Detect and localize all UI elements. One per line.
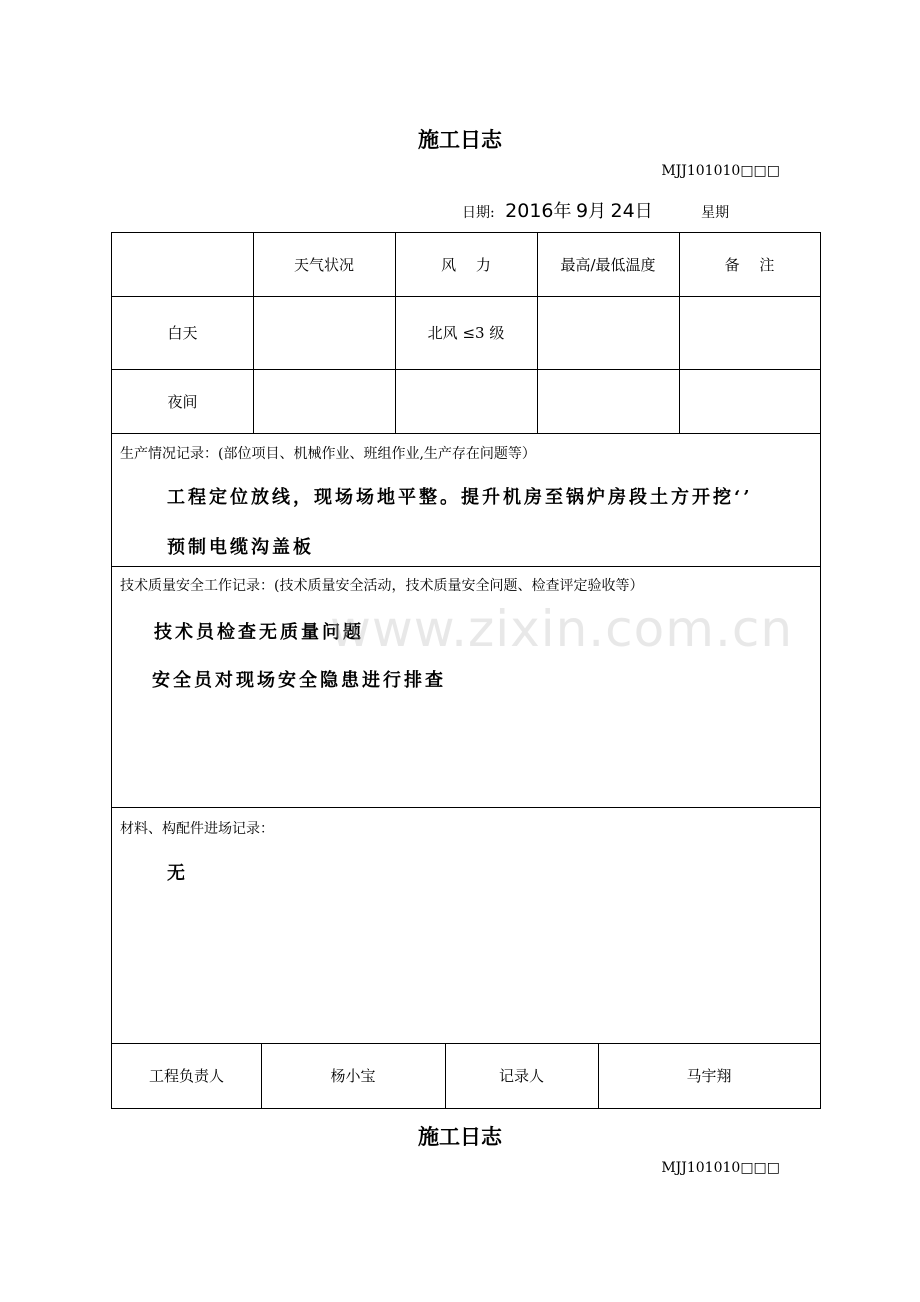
night-weather[interactable] <box>253 369 395 433</box>
weather-header-temperature: 最高/最低温度 <box>560 256 656 274</box>
row-divider <box>112 433 820 434</box>
log-form <box>111 232 821 1109</box>
weather-header-wind: 风 力 <box>441 256 491 274</box>
production-heading: 生产情况记录：(部位项目、机械作业、班组作业,生产存在问题等） <box>120 446 536 462</box>
night-temperature[interactable] <box>537 369 679 433</box>
year-unit: 年 <box>553 201 572 222</box>
manager-label: 工程负责人 <box>148 1067 224 1085</box>
weather-header-note: 备 注 <box>724 256 775 274</box>
materials-heading: 材料、构配件进场记录： <box>120 821 274 837</box>
quality-safety-entry[interactable]: 技术员检查无质量问题 <box>154 622 364 643</box>
row-divider <box>112 807 820 808</box>
recorder-name[interactable]: 马宇翔 <box>686 1067 732 1085</box>
materials-entry[interactable]: 无 <box>167 863 188 884</box>
watermark: www.zixin.com.cn <box>330 600 794 658</box>
month-unit: 月 <box>588 201 607 222</box>
document-code: MJJ101010□□□ <box>661 163 780 179</box>
next-document-code: MJJ101010□□□ <box>661 1160 780 1176</box>
production-entry[interactable]: 预制电缆沟盖板 <box>167 537 314 558</box>
recorder-label: 记录人 <box>498 1067 544 1085</box>
daytime-wind[interactable]: 北风 ≤3 级 <box>427 324 505 342</box>
day-unit: 日 <box>634 201 653 222</box>
daytime-note[interactable] <box>679 296 820 369</box>
night-note[interactable] <box>679 369 820 433</box>
weekday-label: 星期 <box>701 205 730 221</box>
log-title: 施工日志 <box>418 128 502 152</box>
daytime-label: 白天 <box>167 324 198 342</box>
row-divider <box>112 566 820 567</box>
night-label: 夜间 <box>167 392 198 411</box>
quality-safety-heading: 技术质量安全工作记录：(技术质量安全活动，技术质量安全问题、检查评定验收等） <box>120 578 644 594</box>
date-year: 2016 <box>505 200 554 222</box>
date-label: 日期: <box>462 205 495 221</box>
manager-name[interactable]: 杨小宝 <box>330 1067 376 1085</box>
daytime-weather[interactable] <box>253 296 395 369</box>
night-wind[interactable] <box>395 369 537 433</box>
date-month: 9 <box>575 200 589 222</box>
daytime-temperature[interactable] <box>537 296 679 369</box>
date-line <box>462 197 729 223</box>
date-day: 24 <box>610 200 635 222</box>
weather-header-condition: 天气状况 <box>293 256 354 274</box>
next-log-title: 施工日志 <box>418 1125 502 1149</box>
quality-safety-entry[interactable]: 安全员对现场安全隐患进行排查 <box>152 670 446 691</box>
weather-header-blank <box>112 233 253 296</box>
production-entry[interactable]: 工程定位放线，现场场地平整。提升机房至锅炉房段土方开挖‘’ <box>167 487 753 508</box>
